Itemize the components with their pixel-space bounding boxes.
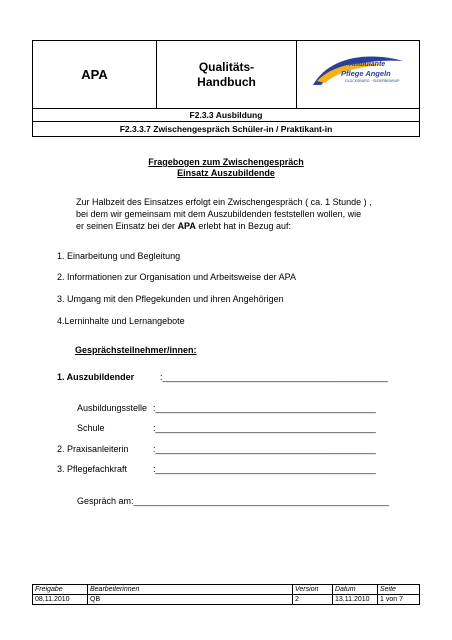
intro-text-org: APA [177,221,196,231]
manual-title-line-2: Handbuch [197,74,256,89]
header-title-cell [156,40,297,109]
header-logo-cell [296,40,420,109]
header-org: APA [81,67,108,82]
participant-label-trainee: 1. Auszubildender [57,372,135,382]
participant-label-nurse: 3. Pflegefachkraft [57,464,128,474]
participant-field-practice-instructor[interactable]: :____________________________________________ [153,444,376,454]
participant-field-school[interactable]: :____________________________________________ [153,423,376,433]
intro-text-c: erlebt hat in Bezug auf: [195,221,291,231]
logo-tagline: GLÜCKSBURG · SÜDERBRARUP [345,79,400,83]
footer-header-date: Datum [333,585,378,595]
header-subsection-cell [32,121,420,137]
conversation-date-field[interactable]: ___________________________________________________ [133,496,389,506]
intro-text-a: er seinen Einsatz bei der [76,221,178,231]
intro-line-2: bei dem wir gemeinsam mit dem Auszubildenden feststellen wollen, wie [76,209,362,219]
footer-page: 1 von 7 [378,595,420,605]
intro-line-3 [76,221,291,231]
footer-release-date: 08.11.2010 [33,595,88,605]
conversation-date [77,496,389,506]
conversation-date-label: Gespräch am: [77,496,134,506]
logo-line-2: Pflege Angeln [341,69,391,78]
participant-label-practice-instructor: 2. Praxisanleiterin [57,444,129,454]
footer-header-editors: Bearbeiterinnen [88,585,293,595]
section-label: F2.3.3 Ausbildung [189,110,263,120]
company-logo [311,51,407,99]
topic-item-4: 4.Lerninhalte und Lernangebote [57,316,185,326]
topic-item-3: 3. Umgang mit den Pflegekunden und ihren Angehörigen [57,294,284,304]
participant-field-trainee[interactable]: :_____________________________________________ [160,372,388,382]
participant-label-school: Schule [77,423,105,433]
footer-table [32,584,420,605]
doc-title-2: Einsatz Auszubildende [177,168,275,178]
footer-header-release: Freigabe [33,585,88,595]
doc-title-1: Fragebogen zum Zwischengespräch [148,157,304,167]
header-section-cell [32,108,420,122]
footer-header-page: Seite [378,585,420,595]
footer-date: 13.11.2010 [333,595,378,605]
footer-editors: QB [88,595,293,605]
topic-item-2: 2. Informationen zur Organisation und Arbeitsweise der APA [57,272,296,282]
participant-label-training-site: Ausbildungsstelle [77,403,148,413]
header-org-cell [32,40,157,109]
topic-item-1: 1. Einarbeitung und Begleitung [57,251,181,261]
participant-field-nurse[interactable]: :____________________________________________ [153,464,376,474]
participant-field-training-site[interactable]: :____________________________________________ [153,403,376,413]
intro-line-1: Zur Halbzeit des Einsatzes erfolgt ein Zwischengespräch ( ca. 1 Stunde ) , [76,197,372,207]
footer-value-row [33,595,420,605]
footer-header-version: Version [293,585,333,595]
manual-title-line-1: Qualitäts- [198,59,255,74]
footer-header-row [33,585,420,595]
logo-line-1: Ambulante [349,61,386,68]
participants-heading: Gesprächsteilnehmer/innen: [75,345,197,355]
subsection-label: F2.3.3.7 Zwischengespräch Schüler-in / Praktikant-in [119,124,333,134]
footer-version: 2 [293,595,333,605]
